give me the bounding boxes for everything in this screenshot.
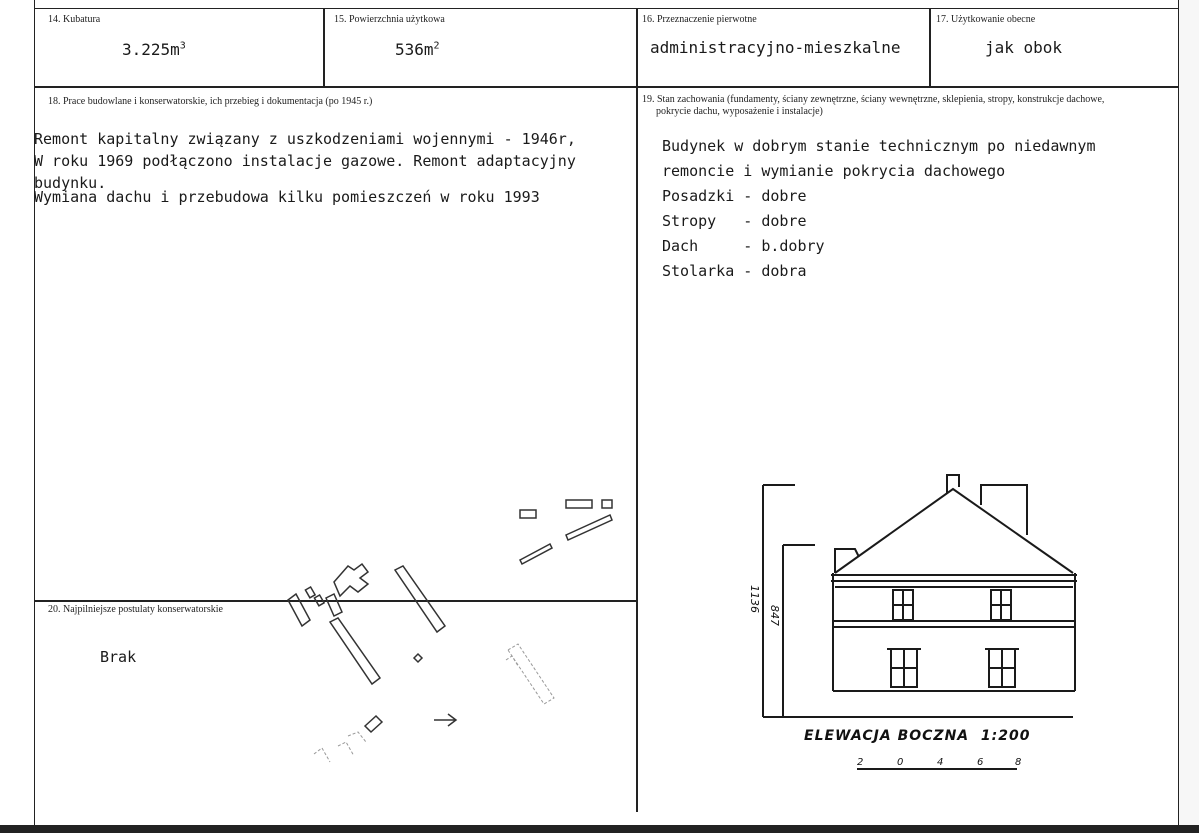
plan-building (288, 594, 310, 626)
field-17-value: jak obok (985, 38, 1063, 57)
plan-building (566, 515, 612, 540)
col-divider-16-17 (929, 8, 931, 86)
elevation-drawing (735, 455, 1130, 805)
window-mullion (991, 590, 1011, 620)
window-mullion (887, 649, 921, 687)
field-16-value: administracyjno-mieszkalne (650, 38, 901, 57)
elevation-caption: ELEWACJA BOCZNA 1:200 (804, 728, 1031, 744)
dimension-line-inner (783, 545, 815, 717)
col-divider-14-15 (323, 8, 325, 86)
scale-tick-label: 2 (857, 757, 864, 768)
field-14-label: 14. Kubatura (48, 14, 101, 25)
dimension-outer-label: 1136 (748, 585, 761, 613)
field-18-line: Remont kapitalny związany z uszkodzeniami wojennymi - 1946r, (34, 130, 576, 148)
field-20-label: 20. Najpilniejsze postulaty konserwatorskie (48, 604, 223, 615)
plan-outline-faint (314, 732, 366, 762)
dimension-line-outer (763, 485, 795, 717)
field-14-value: $3.225m^3$ (122, 40, 186, 59)
plan-building (566, 500, 592, 508)
field-16-label: 16. Przeznaczenie pierwotne (642, 14, 757, 25)
scan-left-border (0, 0, 35, 833)
elevation-scale: 1:200 (980, 728, 1031, 744)
chimney (981, 485, 1027, 535)
col-divider-main (636, 8, 638, 812)
scale-tick-label: 8 (1015, 757, 1022, 768)
floor-band (833, 621, 1075, 627)
field-18-line: Wymiana dachu i przebudowa kilku pomieszczeń w roku 1993 (34, 188, 540, 206)
plan-building (520, 510, 536, 518)
plan-building (365, 716, 382, 732)
site-plan-drawing (250, 480, 630, 810)
field-19-line: Stropy - dobre (662, 212, 807, 230)
scan-bottom-border (0, 825, 1199, 833)
plan-building (305, 587, 315, 598)
field-15-value: $536m^2$ (395, 40, 440, 59)
field-19-text (662, 134, 1095, 284)
field-19-line: Posadzki - dobre (662, 187, 807, 205)
field-19-line: Dach - b.dobry (662, 237, 825, 255)
field-19-line: remoncie i wymianie pokrycia dachowego (662, 162, 1006, 180)
plan-building (414, 654, 422, 662)
row-divider-1 (34, 86, 1179, 88)
roof (835, 489, 1073, 573)
field-18-label: 18. Prace budowlane i konserwatorskie, ich przebieg i dokumentacja (po 1945 r.) (48, 96, 373, 107)
field-19-label-line1: 19. Stan zachowania (fundamenty, ściany zewnętrzne, ściany wewnętrzne, sklepienia, stropy, konstrukcje dachowe, (642, 94, 1105, 105)
dimension-inner-label: 847 (768, 605, 781, 626)
plan-building (334, 564, 368, 596)
field-18-line: W roku 1969 podłączono instalacje gazowe. Remont adaptacyjny (34, 152, 576, 170)
field-19-label-line2: pokrycie dachu, wyposażenie i instalacje) (656, 106, 823, 117)
scale-tick-label: 4 (937, 757, 944, 768)
scan-top-border (34, 0, 1179, 9)
north-arrow (434, 714, 456, 726)
field-18-line: budynku. (34, 174, 107, 192)
plan-building (314, 595, 324, 606)
field-19-line: Stolarka - dobra (662, 262, 807, 280)
scale-tick-label: 0 (897, 757, 904, 768)
plan-outline-faint (508, 644, 554, 704)
plan-outline-faint (506, 656, 518, 666)
field-20-value: Brak (100, 648, 137, 666)
field-18-text (34, 128, 576, 208)
scan-right-border (1178, 0, 1199, 833)
plan-building (330, 618, 380, 684)
plan-building (395, 566, 445, 632)
plan-building (520, 544, 552, 564)
roof-vent (947, 475, 959, 493)
plan-building (326, 594, 342, 616)
field-19-line: Budynek w dobrym stanie technicznym po niedawnym (662, 137, 1096, 155)
field-15-label: 15. Powierzchnia użytkowa (334, 14, 445, 25)
field-17-label: 17. Użytkowanie obecne (936, 14, 1036, 25)
cornice (831, 575, 1077, 587)
plan-building (602, 500, 612, 508)
scale-tick-label: 6 (977, 757, 984, 768)
window-mullion (893, 590, 913, 620)
wall-outline (833, 573, 1075, 691)
window-mullion (985, 649, 1019, 687)
